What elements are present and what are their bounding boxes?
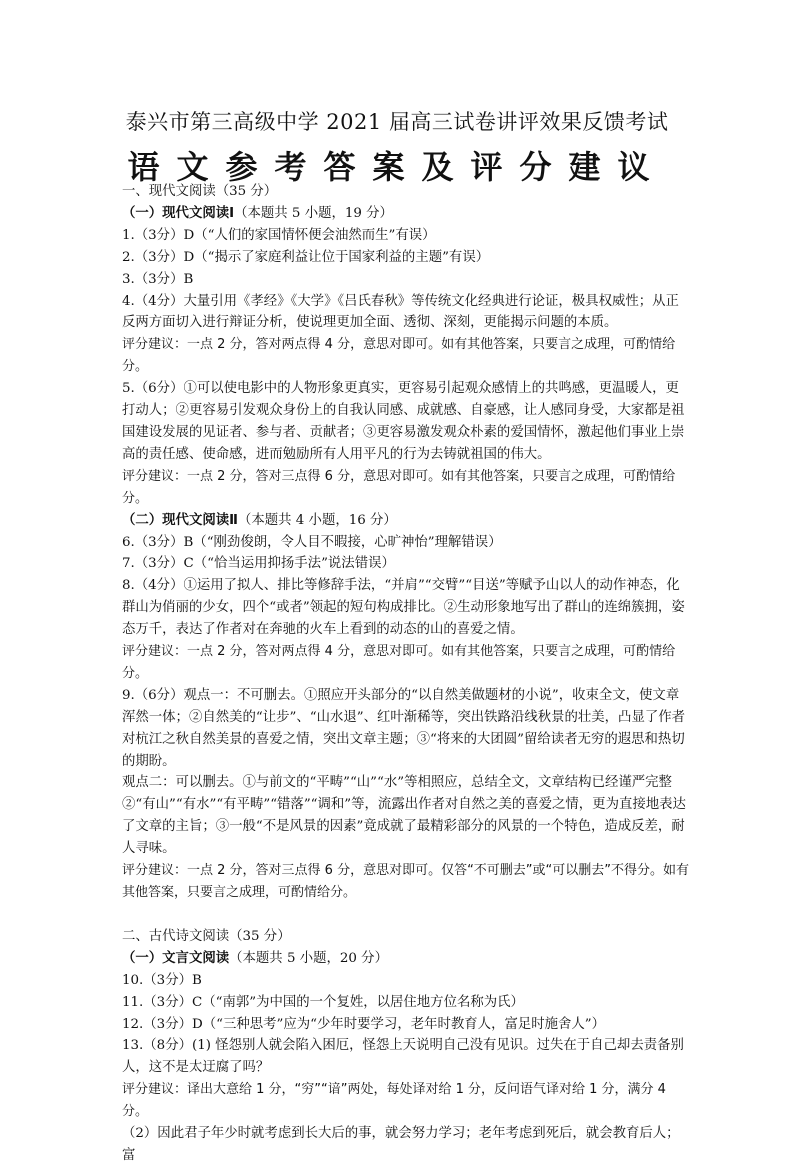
answer-item: 6.（3分）B（“刚劲俊朗，令人目不暇接，心旷神怡”理解错误） [122,534,502,550]
answer-item: 13.（8分）(1) 怪怨别人就会陷入困厄，怪怨上天说明自己没有见识。过失在于自己却去责备别人，这不是太迂腐了吗？ [122,1038,684,1076]
spacer [122,904,692,926]
answer-item: 9.（6分）观点一：不可删去。①照应开头部分的“以自然美做题材的小说”，收束全文，使文章浑然一体；②自然美的“让步”、“山水退”、红叶渐稀等，突出铁路沿线秋景的壮美，凸显了作者对杭江之秋自然美景的喜爱之情，突出文章主题；③“将来的大团圆”留给读者无穷的遐思和热切的期盼。 [122,687,686,769]
scoring-note: 评分建议：一点 2 分，答对两点得 4 分，意思对即可。如有其他答案，只要言之成理，可酌情给分。 [122,337,676,375]
subsection-info: （本题共 5 小题，19 分） [234,205,393,221]
subsection-info: （本题共 5 小题，20 分） [229,950,388,966]
answer-item: 3.（3分）B [122,271,194,287]
answer-item: 4.（4分）大量引用《孝经》《大学》《吕氏春秋》等传统文化经典进行论证，极具权威性；从正反两方面切入进行辩证分析，使说理更加全面、透彻、深刻，更能揭示问题的本质。 [122,293,679,331]
document-title: 语文参考答案及评分建议 [127,148,667,186]
subsection-heading [122,203,692,225]
answer-item: 11.（3分）C（“南郭”为中国的一个复姓，以居住地方位名称为氏） [122,994,524,1010]
answer-item: 2.（3分）D（“揭示了家庭利益让位于国家利益的主题”有误） [122,249,490,265]
subsection-label: （一）文言文阅读 [122,950,230,966]
subsection-heading [122,948,692,970]
subsection-info: （本题共 4 小题，16 分） [237,512,397,528]
section-heading-modern: 一、现代文阅读（35 分） [122,184,278,199]
answer-item: 观点二：可以删去。①与前文的“平畴”“山”“水”等相照应，总结全文，文章结构已经谨严完整 ②“有山”“有水”“有平畴”“错落”“调和”等，流露出作者对自然之美的喜爱之情，更为直接地表达了文章的主旨；③一般“不是风景的因素”竟成就了最精彩部分的风景的一个特色，造成反差，耐人寻味。 [122,775,686,857]
answer-item: 5.（6分）①可以使电影中的人物形象更真实，更容易引起观众感情上的共鸣感，更温暖人，更打动人；②更容易引发观众身份上的自我认同感、成就感、自豪感，让人感同身受，大家都是祖国建设发展的见证者、参与者、贡献者；③更容易激发观众朴素的爱国情怀，激起他们事业上崇高的责任感、使命感，进而勉励所有人用平凡的行为去铸就祖国的伟大。 [122,381,685,462]
answer-item: 1.（3分）D（“人们的家国情怀便会油然而生”有误） [122,227,436,243]
subsection-label: （二）现代文阅读Ⅱ [122,512,238,528]
answer-item: 8.（4分）①运用了拟人、排比等修辞手法，“并肩”“交臂”“目送”等赋予山以人的动作神态，化群山为俏丽的少女，四个“或者”领起的短句构成排比。②生动形象地写出了群山的连绵簇拥，姿态万千，表达了作者对在奔驰的火车上看到的动态的山的喜爱之情。 [122,578,685,638]
exam-title: 泰兴市第三高级中学 2021 届高三试卷讲评效果反馈考试 [125,110,669,134]
answer-item: （2）因此君子年少时就考虑到长大后的事，就会努力学习；老年考虑到死后，就会教育后人；富 [122,1126,680,1163]
answer-item: 7.（3分）C（“恰当运用抑扬手法”说法错误） [122,556,395,572]
subsection-label: （一）现代文阅读Ⅰ [122,205,235,221]
answer-item: 10.（3分）B [122,972,202,988]
scoring-note: 评分建议：一点 2 分，答对两点得 4 分，意思对即可。如有其他答案，只要言之成理，可酌情给分。 [122,644,676,681]
answer-item: 12.（3分）D（“三种思考”应为“少年时要学习，老年时教育人，富足时施舍人”） [122,1016,606,1032]
scoring-note: 评分建议：一点 2 分，答对三点得 6 分，意思对即可。如有其他答案，只要言之成理，可酌情给分。 [122,468,676,506]
scoring-note: 评分建议：一点 2 分，答对三点得 6 分，意思对即可。仅答“不可删去”或“可以删去”不得分。如有其他答案，只要言之成理，可酌情给分。 [122,863,690,900]
section-heading-classical: 二、古代诗文阅读（35 分） [122,928,291,944]
subsection-heading [122,510,692,532]
answer-body [122,181,692,1167]
scoring-note: 评分建议：译出大意给 1 分，“穷”“谙”两处，每处译对给 1 分，反问语气译对给 1 分，满分 4 分。 [122,1082,666,1120]
